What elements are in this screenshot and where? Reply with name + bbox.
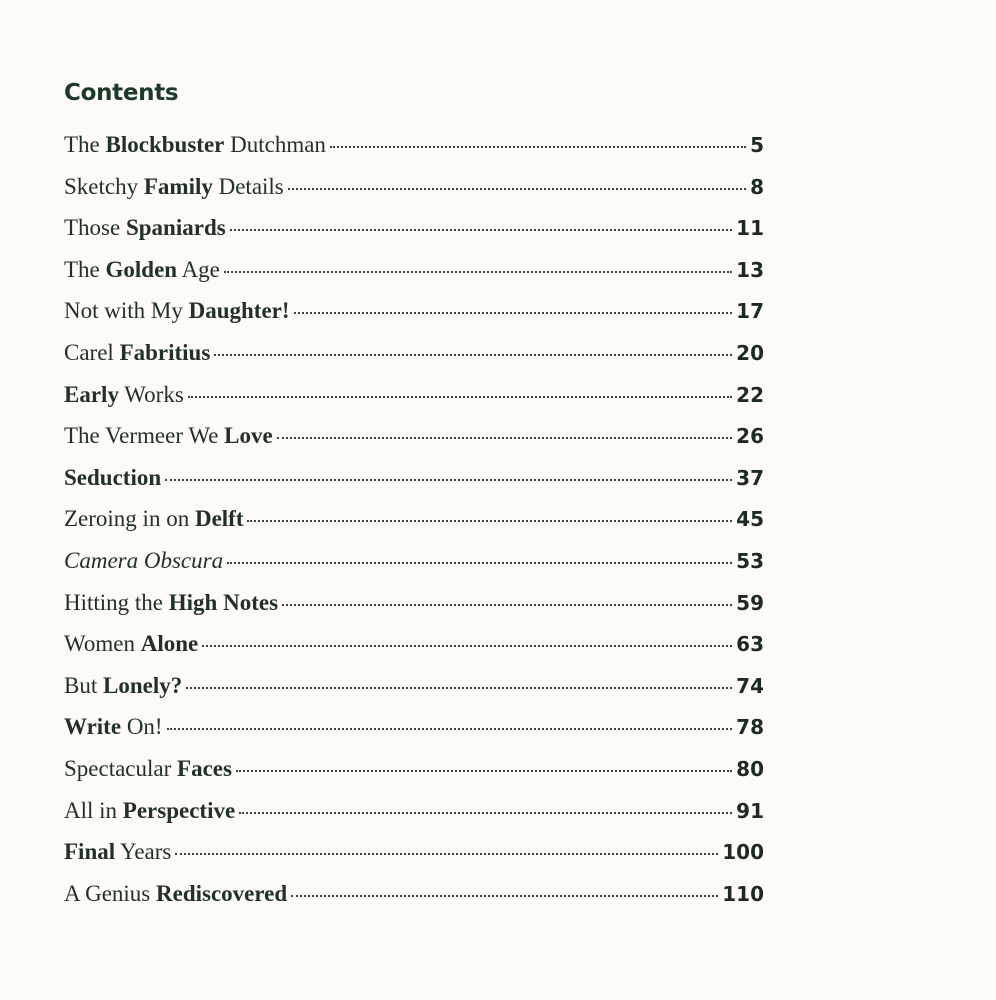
toc-entry[interactable] xyxy=(64,340,764,382)
toc-page-number: 100 xyxy=(722,840,764,865)
toc-title-segment: Alone xyxy=(140,631,199,657)
dot-leader xyxy=(239,812,732,814)
dot-leader xyxy=(230,229,732,231)
dot-leader xyxy=(167,728,733,730)
toc-title-segment: Dutchman xyxy=(224,132,326,157)
toc-entry-title xyxy=(64,798,237,824)
toc-title-segment: Hitting the xyxy=(64,589,169,615)
toc-title-segment: Perspective xyxy=(122,797,236,823)
dot-leader xyxy=(227,562,732,564)
toc-title-segment: Sketchy xyxy=(64,173,144,199)
toc-title-segment: Love xyxy=(224,423,273,449)
toc-title-segment: Family xyxy=(143,173,213,199)
toc-entry[interactable] xyxy=(64,631,764,673)
toc-title-segment: Write xyxy=(64,714,122,740)
toc-page-number: 91 xyxy=(736,798,764,823)
toc-entry[interactable] xyxy=(64,215,764,257)
toc-page-number: 13 xyxy=(736,257,764,282)
dot-leader xyxy=(202,645,732,647)
dot-leader xyxy=(165,479,732,481)
toc-entry-title xyxy=(64,215,228,241)
toc-title-segment: All in xyxy=(64,797,123,823)
dot-leader xyxy=(236,770,732,772)
dot-leader xyxy=(277,437,732,439)
dot-leader xyxy=(214,354,732,356)
toc-title-segment: Rediscovered xyxy=(156,880,288,906)
toc-page-number: 45 xyxy=(736,507,764,532)
toc-title-segment: Early xyxy=(64,381,119,407)
toc-page-number: 59 xyxy=(736,590,764,615)
toc-title-segment: Final xyxy=(64,839,116,865)
toc-entry[interactable] xyxy=(64,881,764,923)
dot-leader xyxy=(291,895,718,897)
toc-entry-title xyxy=(64,423,275,449)
toc-entry-title xyxy=(64,298,292,324)
toc-title-segment: Women xyxy=(64,631,141,657)
toc-entry-title xyxy=(64,881,289,907)
dot-leader xyxy=(247,520,732,522)
toc-title-segment: Works xyxy=(118,381,184,407)
toc-page-number: 26 xyxy=(736,424,764,449)
toc-title-segment: Zeroing in on xyxy=(64,506,195,532)
toc-page-number: 80 xyxy=(736,756,764,781)
toc-entry-title xyxy=(64,756,234,782)
toc-title-segment: Blockbuster xyxy=(105,132,225,157)
toc-page-number: 20 xyxy=(736,340,764,365)
toc-entry[interactable] xyxy=(64,548,764,590)
toc-title-segment: Years xyxy=(115,839,172,865)
dot-leader xyxy=(294,312,733,314)
toc-title-segment: Those xyxy=(64,215,126,241)
toc-entry-title xyxy=(64,839,173,865)
toc-entry[interactable] xyxy=(64,257,764,299)
toc-entry[interactable] xyxy=(64,298,764,340)
toc-title-segment: Fabritius xyxy=(119,339,211,365)
toc-title-segment: A Genius xyxy=(64,880,156,906)
toc-title-segment: Delft xyxy=(194,506,244,532)
toc-page-number: 5 xyxy=(750,133,764,157)
toc-entry[interactable] xyxy=(64,465,764,507)
toc-title-segment: Not with My xyxy=(64,298,189,324)
toc-entry[interactable] xyxy=(64,590,764,632)
dot-leader xyxy=(188,396,732,398)
toc-entry[interactable] xyxy=(64,839,764,881)
toc-title-segment: Spectacular xyxy=(64,755,178,781)
dot-leader xyxy=(282,604,732,606)
toc-entry[interactable] xyxy=(64,714,764,756)
dot-leader xyxy=(288,188,746,190)
toc-title-segment: Golden xyxy=(105,256,178,282)
toc-page-number: 22 xyxy=(736,382,764,407)
toc-entry-title xyxy=(64,590,280,616)
toc-entry-title xyxy=(64,174,286,200)
toc-page-number: 17 xyxy=(736,299,764,324)
toc-page-number: 8 xyxy=(750,174,764,199)
toc-entry-title xyxy=(64,465,163,491)
toc-title-segment: The xyxy=(64,132,106,157)
contents-heading: Contents xyxy=(64,80,179,106)
toc-entry-title xyxy=(64,382,186,408)
toc-entry-title xyxy=(64,714,165,740)
toc-entry-title xyxy=(64,506,245,532)
toc-entry[interactable] xyxy=(64,506,764,548)
toc-entry[interactable] xyxy=(64,174,764,216)
toc-page-number: 110 xyxy=(722,881,764,906)
toc-page-number: 74 xyxy=(736,673,764,698)
toc-entry-title xyxy=(64,132,328,158)
toc-entry-title xyxy=(64,548,225,574)
toc-title-segment: Seduction xyxy=(64,464,162,490)
toc-title-segment: On! xyxy=(121,714,163,740)
toc-title-segment: Faces xyxy=(177,755,232,781)
toc-title-segment: Lonely? xyxy=(102,672,183,698)
toc-title-segment: Details xyxy=(212,173,284,199)
toc-entry-title xyxy=(64,340,212,366)
toc-entry[interactable] xyxy=(64,423,764,465)
toc-title-segment: Age xyxy=(177,256,220,282)
toc-entry[interactable] xyxy=(64,798,764,840)
toc-entry[interactable] xyxy=(64,673,764,715)
toc-page-number: 11 xyxy=(736,216,764,241)
toc-title-segment: Spaniards xyxy=(125,215,226,241)
toc-title-segment: The Vermeer We xyxy=(64,423,225,449)
toc-entry[interactable] xyxy=(64,132,764,174)
toc-page-number: 37 xyxy=(736,465,764,490)
toc-title-segment: High Notes xyxy=(168,589,279,615)
toc-title-segment: But xyxy=(64,672,103,698)
toc-page-number: 78 xyxy=(736,715,764,740)
table-of-contents xyxy=(64,132,764,922)
dot-leader xyxy=(330,146,746,148)
toc-entry-title xyxy=(64,673,184,699)
toc-page-number: 63 xyxy=(736,632,764,657)
toc-entry-title xyxy=(64,257,222,283)
dot-leader xyxy=(224,271,732,273)
toc-page-number: 53 xyxy=(736,548,764,573)
toc-title-segment: Carel xyxy=(64,339,120,365)
toc-title-segment: Daughter! xyxy=(188,298,290,324)
toc-entry[interactable] xyxy=(64,382,764,424)
toc-entry[interactable] xyxy=(64,756,764,798)
toc-title-segment: Camera Obscura xyxy=(64,547,224,573)
dot-leader xyxy=(175,853,718,855)
dot-leader xyxy=(186,687,732,689)
toc-entry-title xyxy=(64,631,200,657)
toc-title-segment: The xyxy=(64,256,106,282)
